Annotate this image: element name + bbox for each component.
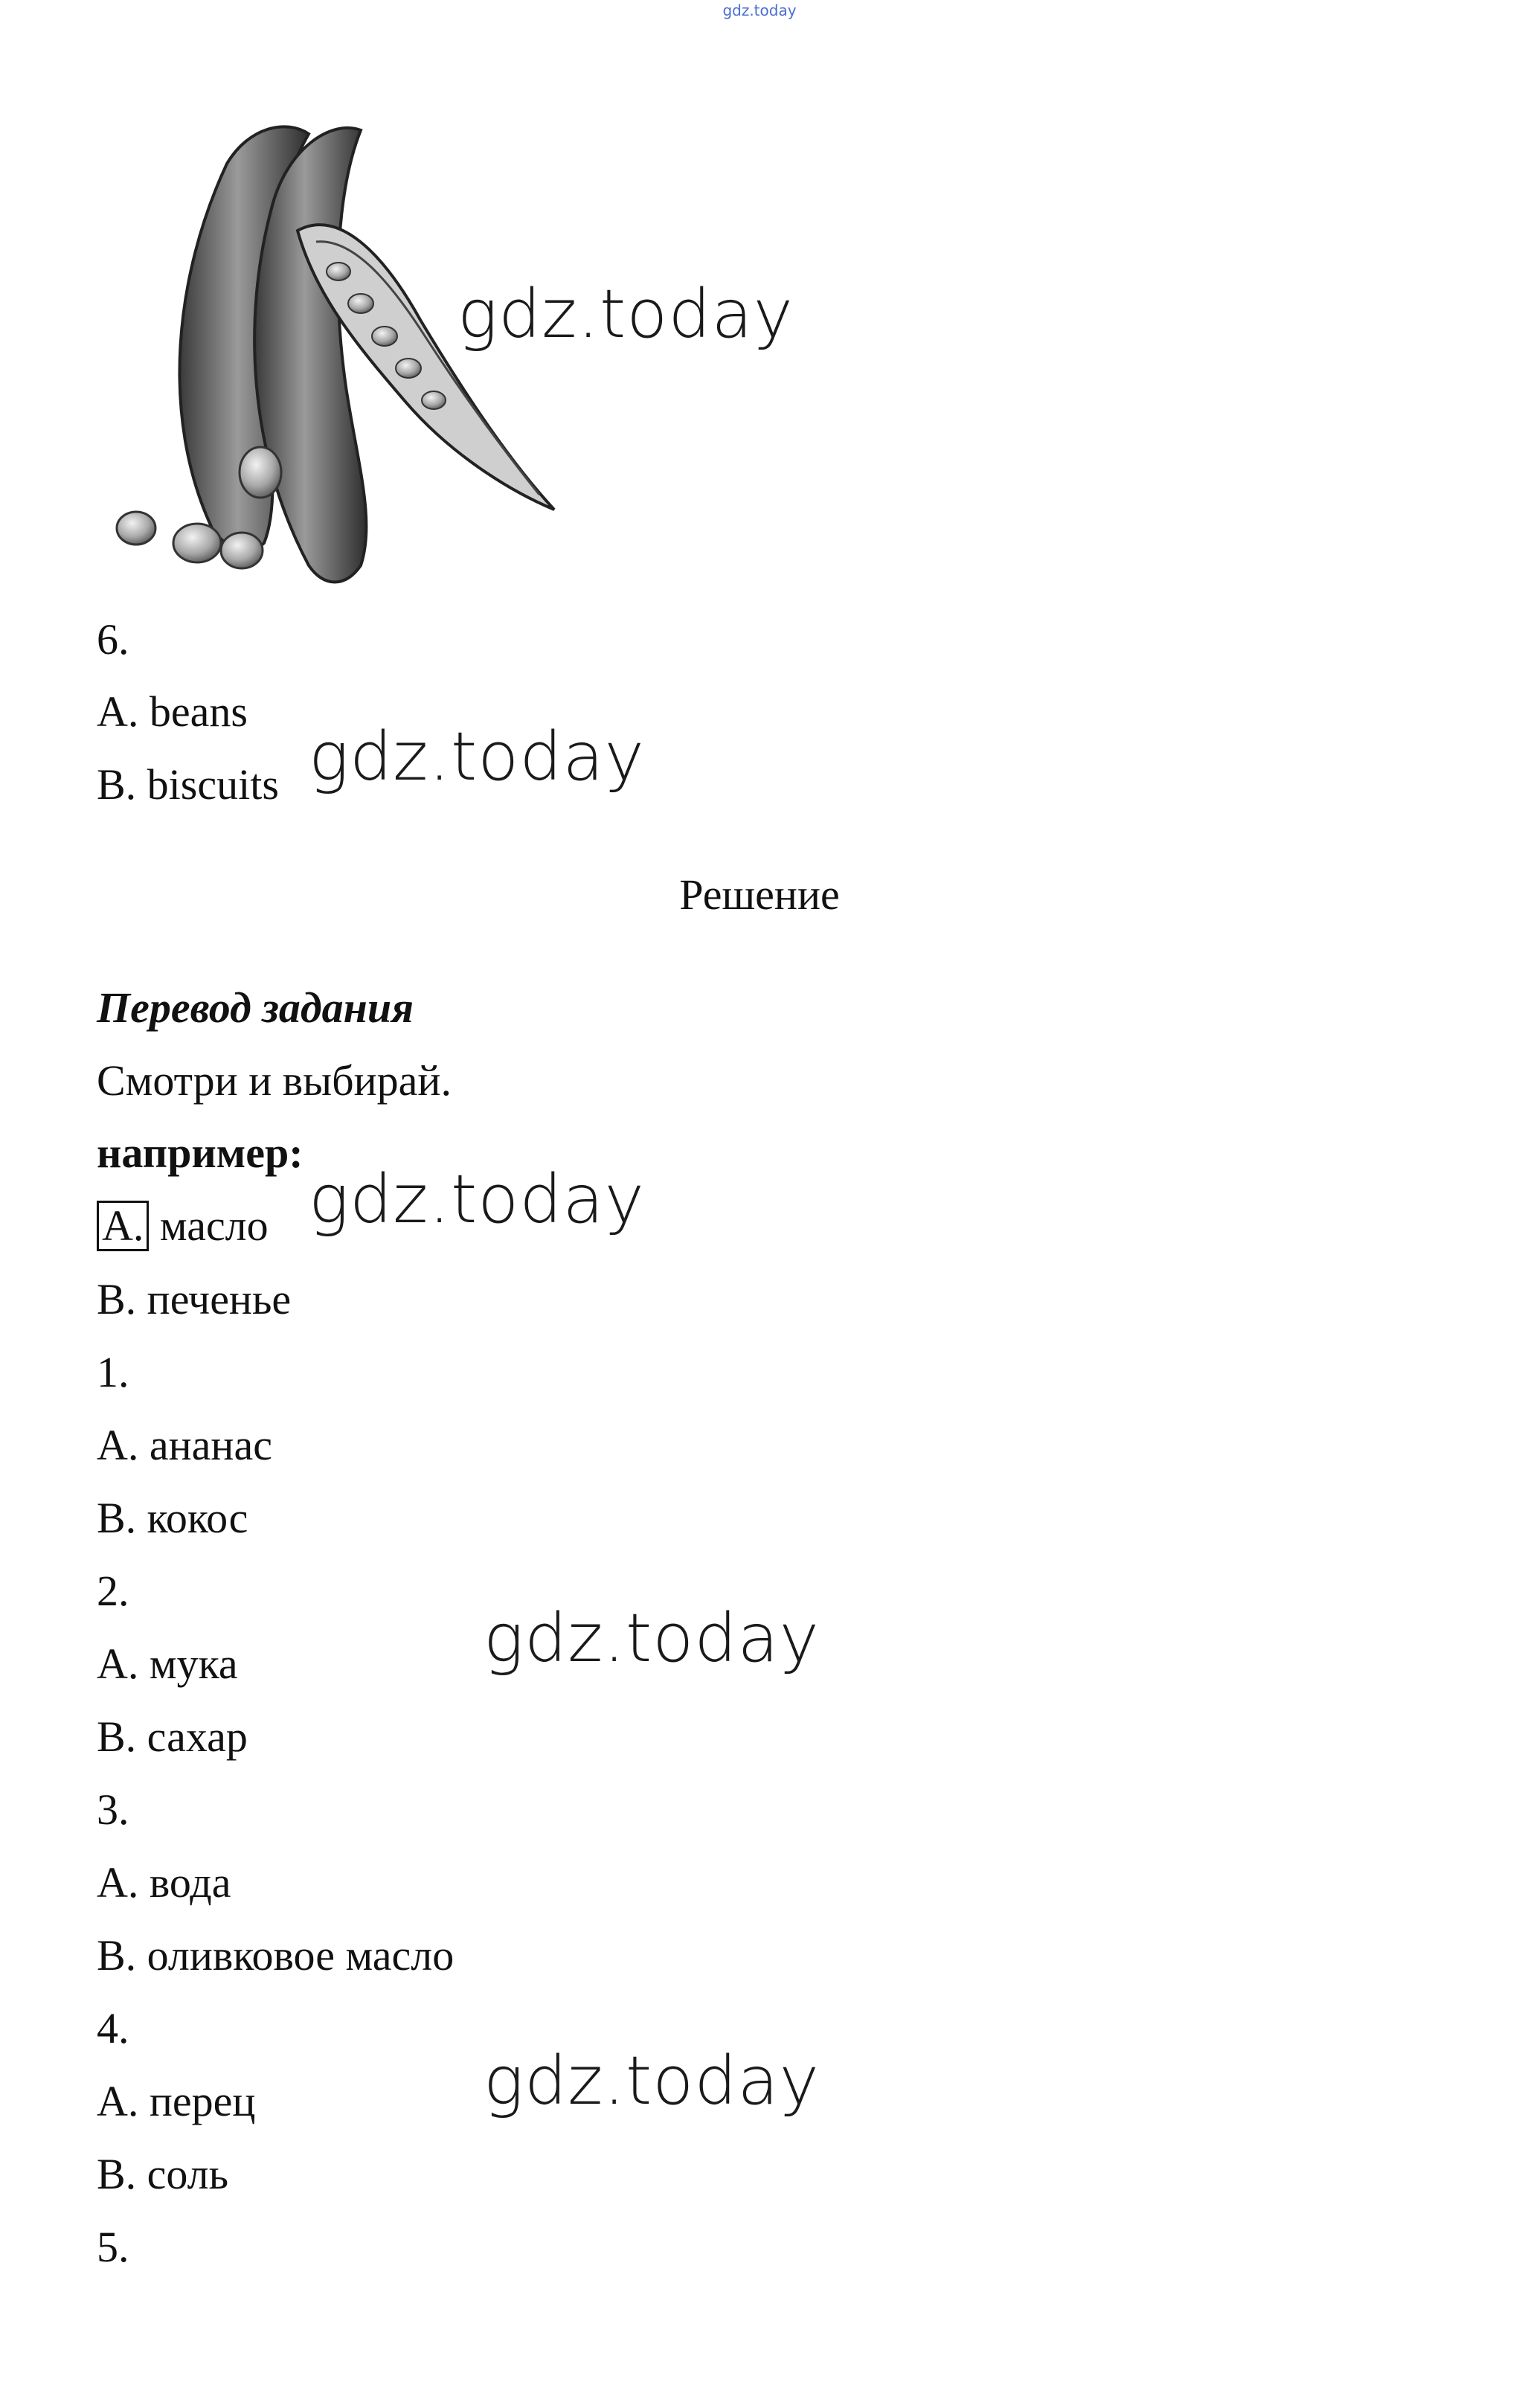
- item-number: 2.: [97, 1567, 129, 1615]
- translation-title: Перевод задания: [97, 983, 414, 1032]
- selected-answer-box: A.: [97, 1201, 149, 1251]
- item-number: 1.: [97, 1348, 129, 1396]
- option-a: A. beans: [97, 687, 248, 736]
- watermark: gdz.today: [309, 718, 645, 796]
- example-option-b: B. печенье: [97, 1275, 292, 1323]
- example-option-a-text: масло: [159, 1201, 269, 1250]
- item-option-b: B. кокос: [97, 1494, 248, 1542]
- item-number: 5.: [97, 2223, 129, 2271]
- item-option-a: A. ананас: [97, 1421, 272, 1469]
- example-option-a: [97, 1200, 269, 1252]
- watermark: gdz.today: [309, 1160, 645, 1239]
- item-option-a: A. перец: [97, 2077, 256, 2125]
- item-number: 4.: [97, 2004, 129, 2052]
- item-option-b: B. сахар: [97, 1712, 248, 1761]
- item-option-b: B. соль: [97, 2150, 229, 2198]
- option-b: B. biscuits: [97, 760, 279, 809]
- item-option-a: A. мука: [97, 1640, 238, 1688]
- question-number: 6.: [97, 615, 129, 664]
- item-option-b: B. оливковое масло: [97, 1931, 455, 1980]
- item-number: 3.: [97, 1785, 129, 1834]
- top-watermark: gdz.today: [722, 1, 797, 19]
- solution-heading: Решение: [679, 870, 840, 919]
- watermark: gdz.today: [484, 1599, 820, 1677]
- instruction: Смотри и выбирай.: [97, 1056, 452, 1105]
- watermark: gdz.today: [484, 2042, 820, 2120]
- item-option-a: A. вода: [97, 1858, 231, 1907]
- example-label: например:: [97, 1128, 304, 1177]
- watermark: gdz.today: [457, 275, 794, 353]
